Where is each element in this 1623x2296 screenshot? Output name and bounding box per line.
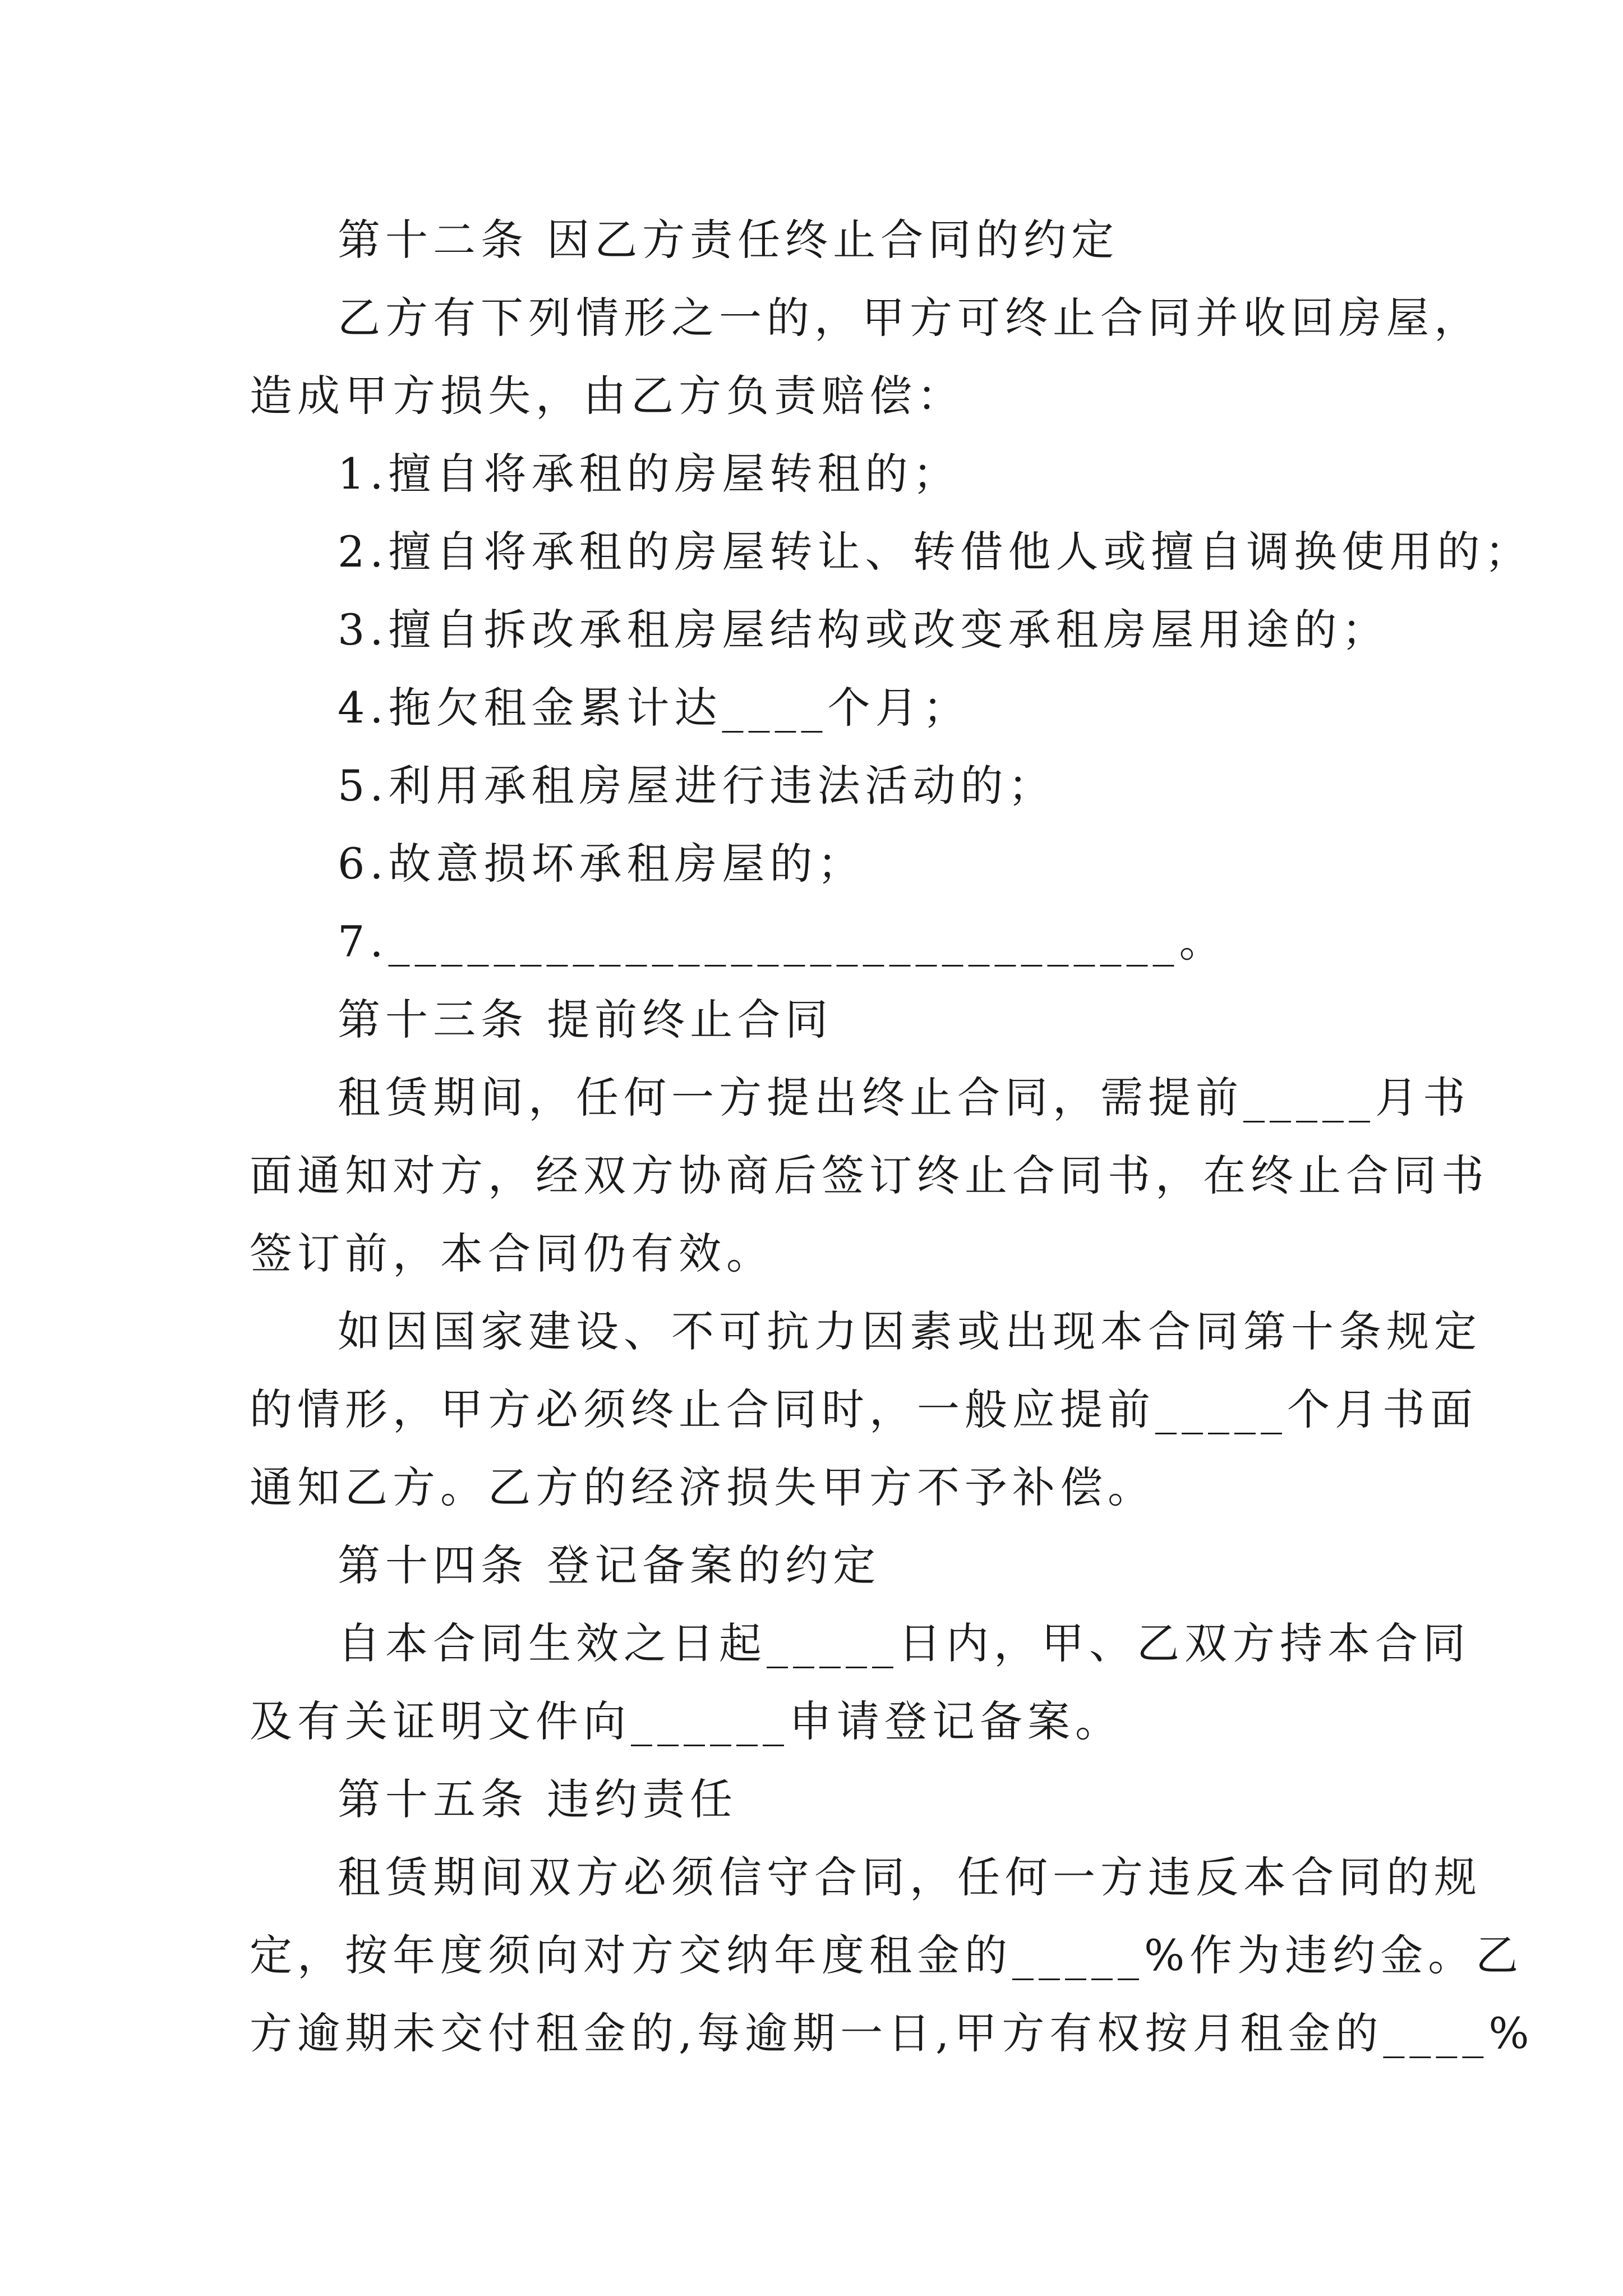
article-12-heading: 第十二条 因乙方责任终止合同的约定 — [338, 215, 1119, 265]
article-14-paragraph-b: 及有关证明文件向______申请登记备案。 — [250, 1696, 1123, 1746]
article-13-paragraph-2a: 如因国家建设、不可抗力因素或出现本合同第十条规定 — [338, 1306, 1482, 1356]
article-13-paragraph-1a: 租赁期间，任何一方提出终止合同，需提前_____月书 — [338, 1073, 1470, 1122]
article-12-item-7: 7.______________________________。 — [338, 917, 1227, 967]
article-15-paragraph-a: 租赁期间双方必须信守合同，任何一方违反本合同的规 — [338, 1852, 1482, 1902]
article-14-heading: 第十四条 登记备案的约定 — [338, 1540, 881, 1590]
article-13-paragraph-1c: 签订前，本合同仍有效。 — [250, 1228, 774, 1278]
article-12-item-5: 5.利用承租房屋进行违法活动的； — [338, 761, 1056, 811]
article-15-heading: 第十五条 违约责任 — [338, 1774, 738, 1824]
article-12-item-4: 4.拖欠租金累计达____个月； — [338, 683, 971, 733]
article-13-paragraph-2c: 通知乙方。乙方的经济损失甲方不予补偿。 — [250, 1462, 1155, 1512]
article-12-item-2: 2.擅自将承租的房屋转让、转借他人或擅自调换使用的； — [338, 527, 1533, 577]
article-13-paragraph-1b: 面通知对方，经双方协商后签订终止合同书，在终止合同书 — [250, 1151, 1489, 1200]
article-12-paragraph-2: 造成甲方损失，由乙方负责赔偿： — [250, 371, 965, 421]
article-12-item-1: 1.擅自将承租的房屋转租的； — [338, 449, 961, 499]
article-15-paragraph-b: 定，按年度须向对方交纳年度租金的_____%作为违约金。乙 — [250, 1930, 1524, 1980]
article-15-paragraph-c: 方逾期未交付租金的,每逾期一日,甲方有权按月租金的____% — [250, 2008, 1534, 2058]
article-12-item-6: 6.故意损坏承租房屋的； — [338, 839, 865, 889]
article-12-paragraph-1: 乙方有下列情形之一的，甲方可终止合同并收回房屋， — [338, 293, 1482, 343]
article-12-item-3: 3.擅自拆改承租房屋结构或改变承租房屋用途的； — [338, 605, 1390, 655]
article-13-heading: 第十三条 提前终止合同 — [338, 995, 833, 1045]
article-14-paragraph-a: 自本合同生效之日起_____日内，甲、乙双方持本合同 — [338, 1618, 1470, 1668]
article-13-paragraph-2b: 的情形，甲方必须终止合同时，一般应提前_____个月书面 — [250, 1384, 1478, 1434]
